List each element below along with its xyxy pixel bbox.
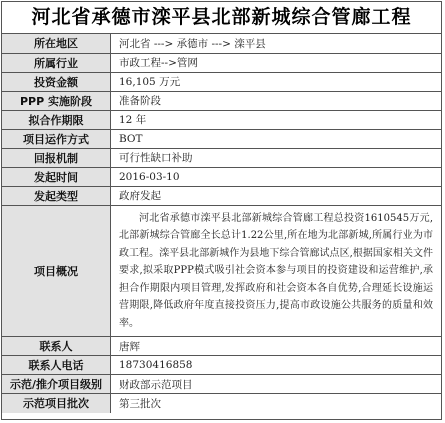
table-row (2, 72, 441, 91)
table-row (2, 394, 441, 413)
table-row (2, 186, 441, 205)
row-value-term: 12 年 (111, 110, 442, 129)
table-row (2, 337, 441, 356)
row-value-contact-phone: 18730416858 (111, 356, 442, 375)
row-value-initiation-type: 政府发起 (111, 186, 442, 205)
row-label-region: 所在地区 (2, 34, 111, 53)
row-label-ppp-stage: PPP 实施阶段 (2, 91, 111, 110)
row-value-contact: 唐辉 (111, 337, 442, 356)
row-label-investment: 投资金额 (2, 72, 111, 91)
table-row (2, 53, 441, 72)
row-label-return-mechanism: 回报机制 (2, 148, 111, 167)
row-value-demo-level: 财政部示范项目 (111, 375, 442, 394)
row-value-industry: 市政工程-->管网 (111, 53, 442, 72)
row-label-overview: 项目概况 (2, 205, 111, 337)
table-row (2, 148, 441, 167)
row-label-industry: 所属行业 (2, 53, 111, 72)
table-row (2, 129, 441, 148)
row-label-contact-phone: 联系人电话 (2, 356, 111, 375)
row-value-initiation-date: 2016-03-10 (111, 167, 442, 186)
row-label-demo-level: 示范/推介项目级别 (2, 375, 111, 394)
row-value-demo-batch: 第三批次 (111, 394, 442, 413)
row-label-demo-batch: 示范项目批次 (2, 394, 111, 413)
row-value-ppp-stage: 准备阶段 (111, 91, 442, 110)
row-label-contact: 联系人 (2, 337, 111, 356)
table-row (2, 356, 441, 375)
table-row (2, 110, 441, 129)
row-value-operation-mode: BOT (111, 129, 442, 148)
table-row (2, 375, 441, 394)
project-info-table (2, 34, 441, 413)
row-label-operation-mode: 项目运作方式 (2, 129, 111, 148)
row-value-region: 河北省 ---> 承德市 ---> 滦平县 (111, 34, 442, 53)
row-value-overview: 河北省承德市滦平县北部新城综合管廊工程总投资1610545万元,北部新城综合管廊全长总计1.22公里,所在地为北部新城,所属行业为市政工程。滦平县北部新城作为县地下综合管廊试点区,根据国家相关文件要求,拟采取PPP模式吸引社会资本参与项目的投资建设和运营维护,承担合作期限内项目管理,发挥政府和社会资本各自优势,合理延长设施运营期限,降低政府年度直接投资压力,提高市政设施公共服务的质量和效率。 (111, 205, 442, 337)
page-title: 河北省承德市滦平县北部新城综合管廊工程 (2, 2, 441, 34)
row-label-initiation-type: 发起类型 (2, 186, 111, 205)
row-label-term: 拟合作期限 (2, 110, 111, 129)
project-info-card (1, 1, 442, 420)
row-label-initiation-date: 发起时间 (2, 167, 111, 186)
table-row (2, 167, 441, 186)
table-row (2, 91, 441, 110)
row-value-return-mechanism: 可行性缺口补助 (111, 148, 442, 167)
table-row (2, 34, 441, 53)
table-row (2, 205, 441, 337)
row-value-investment: 16,105 万元 (111, 72, 442, 91)
